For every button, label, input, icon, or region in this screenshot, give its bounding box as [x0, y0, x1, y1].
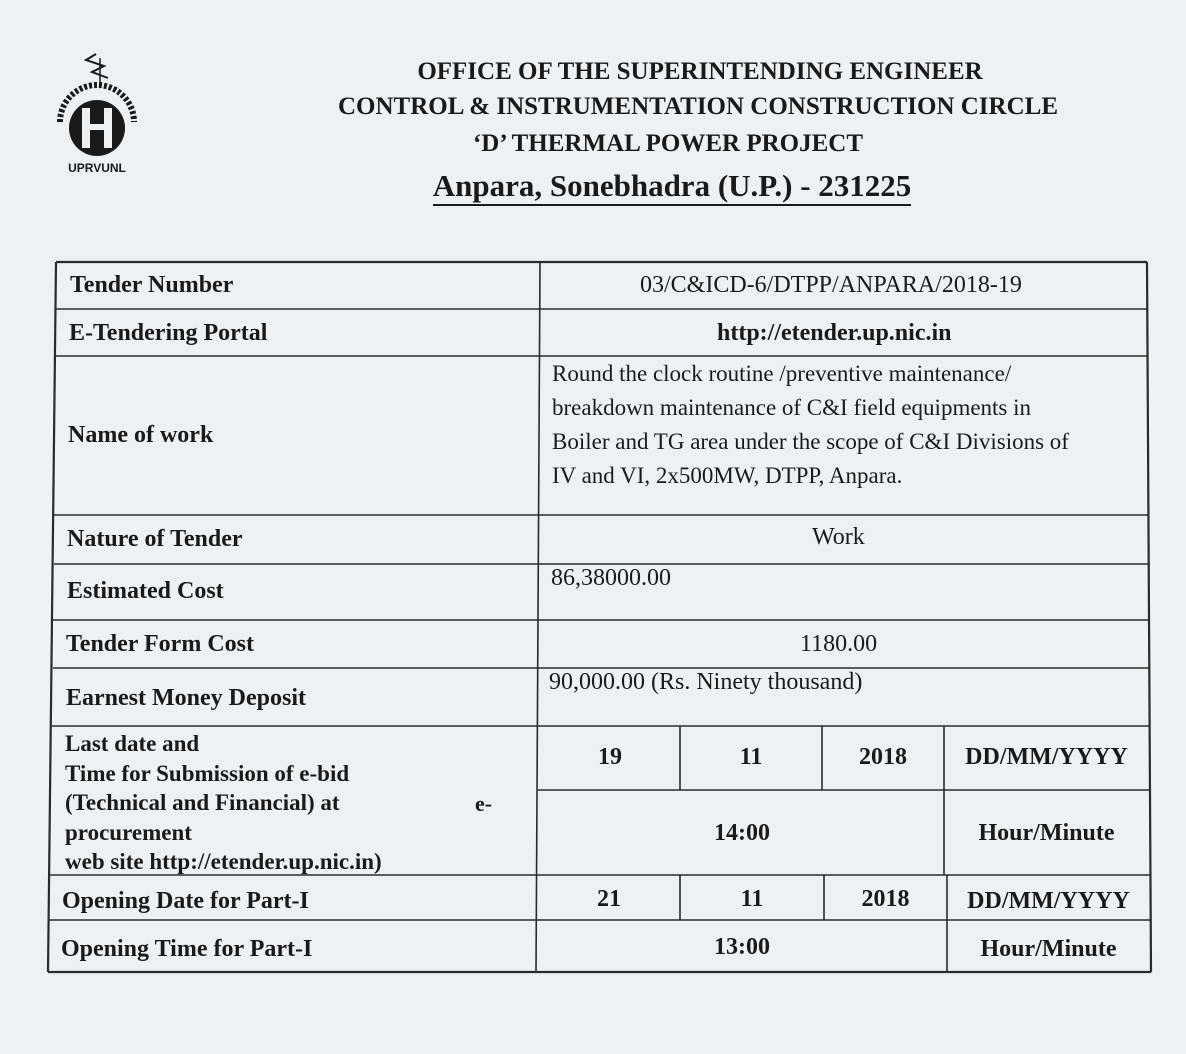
last-date-label-line: web site http://etender.up.nic.in) [65, 849, 382, 874]
work-line: Boiler and TG area under the scope of C&I Divisions of [552, 429, 1069, 454]
opening-date-month: 11 [740, 886, 764, 912]
emd-label: Earnest Money Deposit [66, 685, 306, 711]
opening-date-day: 21 [597, 886, 621, 912]
last-date-label-line: Last date and [65, 731, 200, 756]
last-date-time-format: Hour/Minute [978, 820, 1115, 846]
opening-date-format: DD/MM/YYYY [967, 888, 1130, 914]
tender-number-label: Tender Number [70, 272, 234, 298]
tender-number-value: 03/C&ICD-6/DTPP/ANPARA/2018-19 [640, 272, 1022, 298]
opening-time-label: Opening Time for Part-I [61, 936, 313, 962]
last-date-label-line: Time for Submission of e-bid [65, 760, 350, 786]
header-line-circle: CONTROL & INSTRUMENTATION CONSTRUCTION CIRCLE [337, 93, 1058, 120]
nature-value: Work [812, 524, 865, 550]
opening-date-label: Opening Date for Part-I [62, 888, 309, 914]
work-line: Round the clock routine /preventive maintenance/ [552, 361, 1012, 386]
opening-date-year: 2018 [861, 886, 910, 912]
form-cost-label: Tender Form Cost [66, 631, 254, 657]
header-address: Anpara, Sonebhadra (U.P.) - 231225 [222, 168, 1122, 204]
name-of-work-description [552, 357, 1136, 493]
estimated-cost-value: 86,38000.00 [551, 565, 671, 591]
emd-value: 90,000.00 (Rs. Ninety thousand) [549, 669, 863, 695]
logo-wordmark: UPRVUNL [68, 161, 126, 175]
last-date-label-line: procurement [65, 819, 192, 845]
name-of-work-label: Name of work [68, 422, 214, 448]
portal-label: E-Tendering Portal [69, 320, 268, 346]
estimated-cost-label: Estimated Cost [67, 578, 224, 604]
portal-url[interactable]: http://etender.up.nic.in [717, 320, 952, 346]
last-date-format: DD/MM/YYYY [965, 744, 1128, 770]
last-date-day: 19 [598, 744, 622, 770]
opening-time-format: Hour/Minute [980, 936, 1117, 962]
last-date-label [65, 729, 485, 877]
opening-time-value: 13:00 [714, 934, 770, 960]
last-date-year: 2018 [859, 744, 907, 770]
nature-label: Nature of Tender [67, 526, 243, 552]
header-line-project: ‘D’ THERMAL POWER PROJECT [472, 130, 864, 157]
last-date-label-aside: e- [475, 791, 493, 816]
last-date-month: 11 [739, 744, 763, 770]
last-date-time: 14:00 [714, 820, 770, 846]
last-date-label-line: (Technical and Financial) at [65, 790, 340, 815]
work-line: IV and VI, 2x500MW, DTPP, Anpara. [552, 463, 903, 488]
form-cost-value: 1180.00 [800, 631, 878, 657]
header-line-office: OFFICE OF THE SUPERINTENDING ENGINEER [417, 58, 983, 85]
work-line: breakdown maintenance of C&I field equipments in [552, 395, 1032, 420]
